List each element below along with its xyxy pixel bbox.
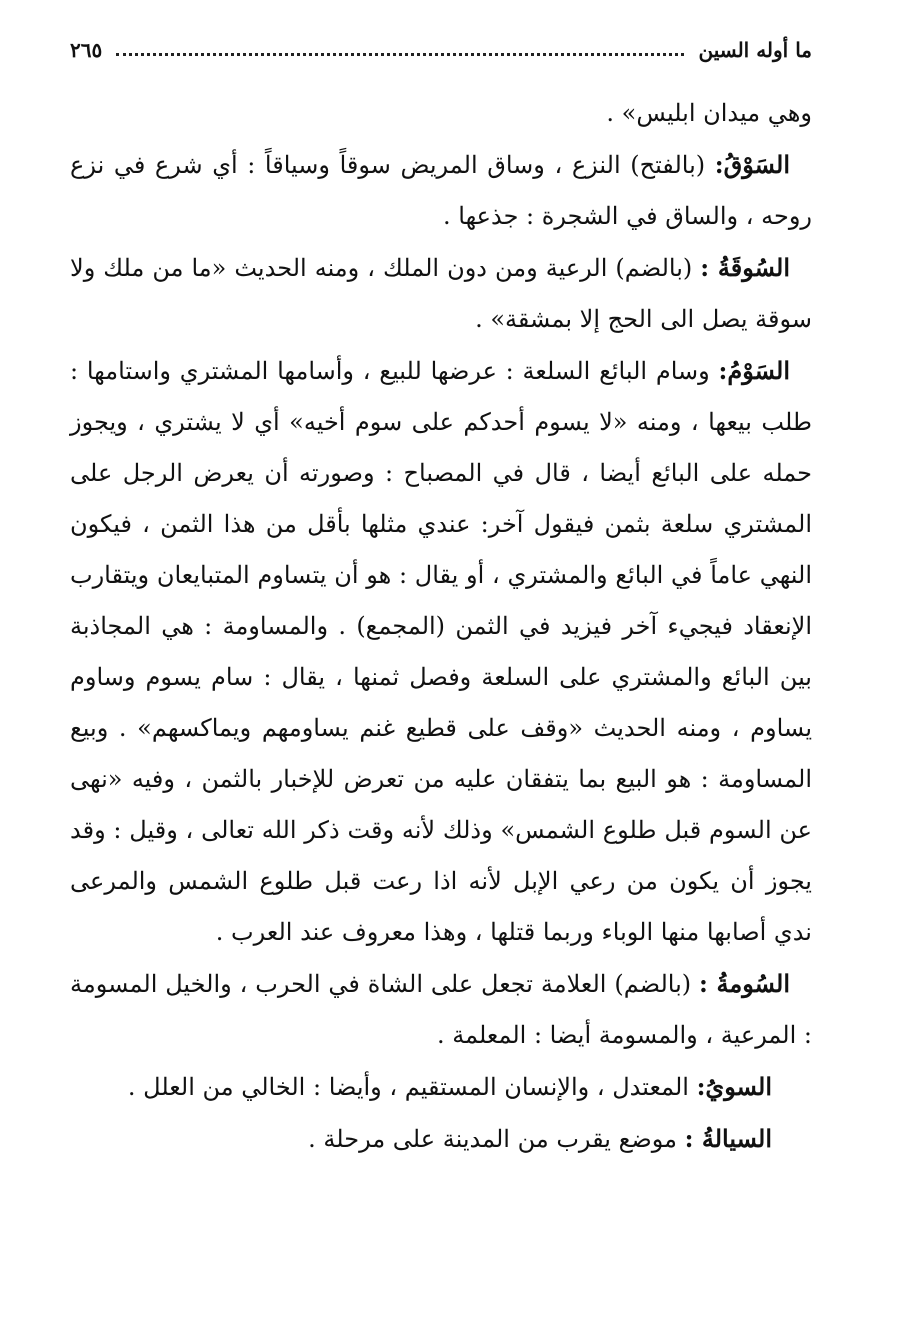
entry-al-sawm bbox=[70, 345, 812, 958]
running-title: ما أوله السين bbox=[698, 38, 812, 62]
entry-text: (بالضم) الرعية ومن دون الملك ، ومنه الحديث «ما من ملك ولا سوقة يصل الى الحج إلا بمشقة» . bbox=[70, 254, 812, 333]
entry-al-suma bbox=[70, 958, 812, 1061]
headword: السُوقَةُ : bbox=[700, 253, 791, 282]
entry-continuation bbox=[70, 88, 812, 139]
headword: السويُ: bbox=[696, 1072, 772, 1101]
headword: السَوْمُ: bbox=[718, 356, 790, 385]
running-header bbox=[70, 30, 812, 70]
headword: السَوْقُ: bbox=[714, 150, 790, 179]
entry-al-sawq bbox=[70, 139, 812, 242]
page-number: ٢٦٥ bbox=[70, 38, 103, 62]
entry-text: وهي ميدان ابليس» . bbox=[606, 99, 812, 127]
leader-dots bbox=[116, 53, 684, 56]
entry-text: موضع يقرب من المدينة على مرحلة . bbox=[308, 1125, 685, 1153]
entry-al-suqa bbox=[70, 242, 812, 345]
headword: السيالةُ : bbox=[684, 1124, 772, 1153]
book-page bbox=[70, 30, 812, 1300]
entry-text: وسام البائع السلعة : عرضها للبيع ، وأسامها المشتري واستامها : طلب بيعها ، ومنه «لا يسوم أحدكم على سوم أخيه» أي لا يشتري ، ويجوز حمله على البائع أيضا ، قال في المصباح : وصورته أن يعرض الرجل على المشتري سلعة بثمن فيقول آخر: عندي مثلها بأقل من هذا الثمن ، فيكون النهي عاماً في البائع والمشتري ، أو يقال : هو أن يتساوم المتبايعان ويتقارب الإنعقاد فيجيء آخر فيزيد في الثمن (المجمع) . والمساومة : هي المجاذبة بين البائع والمشتري على السلعة وفصل ثمنها ، يقال : سام يسوم وساوم يساوم ، ومنه الحديث «وقف على قطيع غنم يساومهم ويماكسهم» . وبيع المساومة : هو البيع بما يتفقان عليه من تعرض للإخبار بالثمن ، وفيه «نهى عن السوم قبل طلوع الشمس» وذلك لأنه وقت ذكر الله تعالى ، وقيل : وقد يجوز أن يكون من رعي الإبل لأنه اذا رعت قبل طلوع الشمس والمرعى ندي أصابها منها الوباء وربما قتلها ، وهذا معروف عند العرب . bbox=[70, 357, 812, 946]
entry-al-sayala bbox=[70, 1113, 812, 1165]
entry-text: المعتدل ، والإنسان المستقيم ، وأيضا : الخالي من العلل . bbox=[127, 1073, 697, 1101]
headword: السُومةُ : bbox=[699, 969, 791, 998]
dictionary-body bbox=[70, 88, 812, 1165]
entry-text: (بالضم) العلامة تجعل على الشاة في الحرب ، والخيل المسومة : المرعية ، والمسومة أيضا : المعلمة . bbox=[70, 970, 812, 1049]
entry-al-sawi bbox=[70, 1061, 812, 1113]
entry-text: (بالفتح) النزع ، وساق المريض سوقاً وسياقاً : أي شرع في نزع روحه ، والساق في الشجرة : جذعها . bbox=[70, 151, 812, 230]
